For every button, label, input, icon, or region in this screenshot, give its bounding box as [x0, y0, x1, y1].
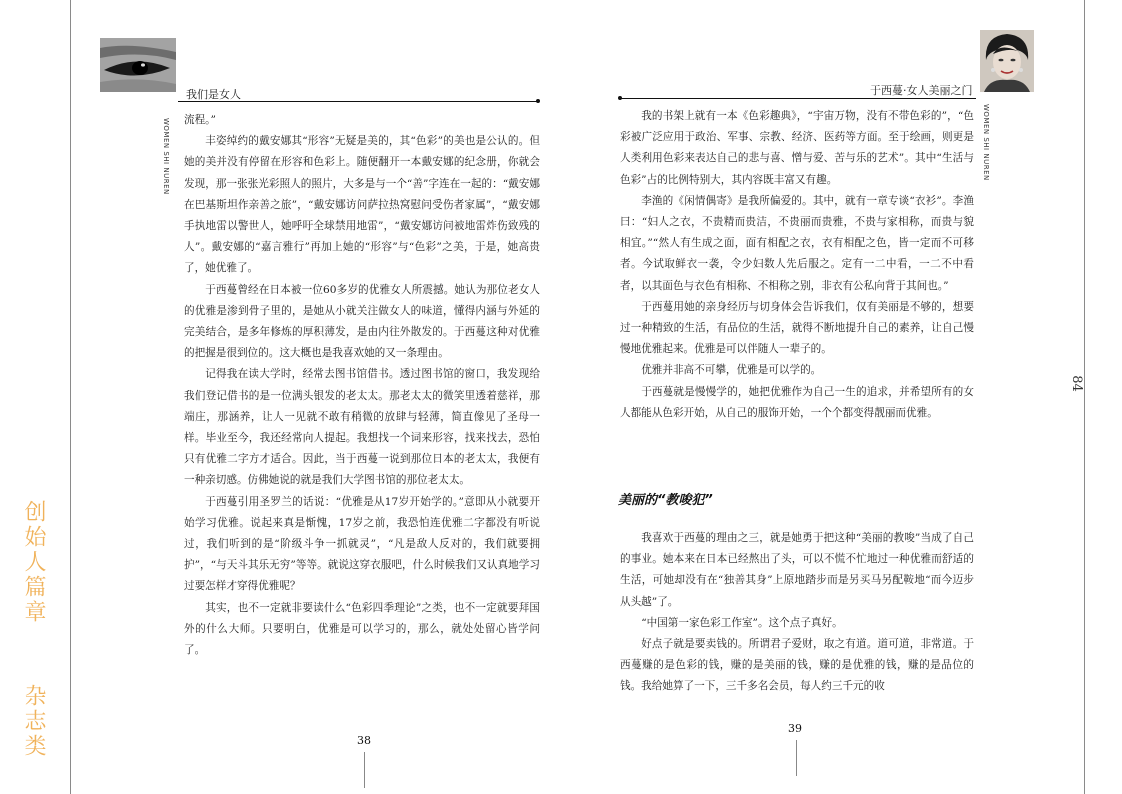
left-vertical-tag: WOMEN SHI NUREN	[162, 118, 170, 195]
left-page-number: 38	[357, 734, 371, 747]
paragraph: 其实，也不一定就非要读什么“色彩四季理论”之类，也不一定就要拜国外的什么大师。只要明白，优雅是可以学习的，那么，就处处留心皆学问了。	[184, 601, 540, 657]
side-label-bottom: 杂志类	[21, 684, 46, 759]
right-header-dot	[618, 96, 622, 100]
left-header-rule	[178, 101, 538, 102]
section-title: 美丽的“教唆犯”	[618, 493, 713, 508]
left-running-head: 我们是女人	[186, 88, 241, 101]
eye-photo	[100, 38, 176, 92]
right-page-number: 39	[788, 722, 802, 735]
paragraph: 于西蔓用她的亲身经历与切身体会告诉我们，仅有美丽是不够的，想要过一种精致的生活，有品位的生活，就得不断地提升自己的素养，让自己慢慢地优雅起来。优雅是可以伴随人一辈子的。	[620, 300, 974, 356]
right-body-text-bottom	[620, 528, 974, 698]
right-body-text-top	[620, 106, 974, 424]
paragraph: 优雅并非高不可攀，优雅是可以学的。	[641, 364, 822, 377]
eye-image	[100, 38, 176, 92]
woman-portrait-image	[980, 30, 1034, 92]
paragraph: 于西蔓就是慢慢学的，她把优雅作为自己一生的追求，并希望所有的女人都能从色彩开始，从自己的服饰开始，一个个都变得靓丽而优雅。	[620, 385, 974, 419]
paragraph: “中国第一家色彩工作室”。这个点子真好。	[641, 616, 843, 629]
left-page	[0, 0, 560, 794]
paragraph: 于西蔓曾经在日本被一位60多岁的优雅女人所震撼。她认为那位老女人的优雅是渗到骨子里的，是她从小就关注做女人的味道，懂得内涵与外延的完美结合，是多年修炼的厚积薄发，是由内往外散发的。于西蔓这种对优雅的把握是很到位的。这大概也是我喜欢她的又一条理由。	[184, 283, 540, 360]
side-label-top: 创始人篇章	[21, 500, 46, 625]
right-running-head: 于西蔓·女人美丽之门	[870, 84, 973, 97]
paragraph: 于西蔓引用圣罗兰的话说：“优雅是从17岁开始学的。”意即从小就要开始学习优雅。说起来真是惭愧，17岁之前，我恐怕连优雅二字都没有听说过，我们听到的是“阶级斗争一抓就灵”，“凡是敌人反对的，我们就要拥护”，“与天斗其乐无穷”等等。就说这穿衣服吧，什么时候我们又认真地学习过要怎样才穿得优雅呢？	[184, 495, 540, 593]
right-margin-rule	[1084, 0, 1085, 794]
paragraph: 记得我在读大学时，经常去图书馆借书。透过图书馆的窗口，我发现给我们登记借书的是一位满头银发的老太太。那老太太的微笑里透着慈祥，那端庄，那涵养，让人一见就不敢有稍微的放肆与轻薄，简直像见了圣母一样。毕业至今，我还经常向人提起。我想找一个词来形容，找来找去，恐怕只有优雅二字方才适合。因此，当于西蔓一说到那位日本的老太太，我便有一种亲切感。仿佛她说的就是我们大学图书馆的那位老太太。	[184, 368, 540, 487]
paragraph: 流程。”	[184, 114, 216, 126]
paragraph: 好点子就是要卖钱的。所谓君子爱财，取之有道。道可道，非常道。于西蔓赚的是色彩的钱，赚的是美丽的钱，赚的是优雅的钱，赚的是品位的钱。我给她算了一下，三千多名会员，每人约三千元的收	[620, 638, 974, 693]
paragraph: 丰姿绰约的戴安娜其“形容”无疑是美的，其“色彩”的美也是公认的。但她的美并没有停留在形容和色彩上。随便翻开一本戴安娜的纪念册，你就会发现，那一张张光彩照人的照片，大多是与一个“善”字连在一起的：“戴安娜在巴基斯坦作亲善之旅”，“戴安娜访问萨拉热窝慰问受伤者家属”，“戴安娜手执地雷以警世人，她呼吁全球禁用地雷”，“戴安娜访问被地雷炸伤致残的人”。戴安娜的“嘉言雅行”再加上她的“形容”与“色彩”之美，于是，她高贵了，她优雅了。	[184, 135, 540, 275]
right-header-rule	[620, 98, 976, 99]
right-side-number: 84	[1068, 375, 1084, 392]
paragraph: 我的书架上就有一本《色彩趣典》，“宇宙万物，没有不带色彩的”，“色彩被广泛应用于政治、军事、宗教、经济、医药等方面。至于绘画，则更是人类利用色彩来表达自己的悲与喜、憎与爱、苦与乐的艺术”。其中“生活与色彩”占的比例特别大，其内容既丰富又有趣。	[620, 110, 974, 186]
left-header-dot	[536, 99, 540, 103]
left-foot-line	[364, 752, 365, 788]
right-foot-line	[796, 740, 797, 776]
paragraph: 我喜欢于西蔓的理由之三，就是她勇于把这种“美丽的教唆”当成了自己的事业。她本来在日本已经熬出了头，可以不慌不忙地过一种优雅而舒适的生活，可她却没有在“独善其身”上原地踏步而是另买马另配鞍地“而今迈步从头越”了。	[620, 532, 974, 608]
portrait-photo	[980, 30, 1034, 92]
right-vertical-tag: WOMEN SHI NUREN	[982, 104, 990, 181]
left-margin-rule	[70, 0, 71, 794]
left-body-text	[184, 110, 540, 661]
paragraph: 李渔的《闲情偶寄》是我所偏爱的。其中，就有一章专谈“衣衫”。李渔曰：“妇人之衣，不贵精而贵洁，不贵丽而贵雅，不贵与家相称，而贵与貌相宜。”“然人有生成之面，面有相配之衣，衣有相配之色，皆一定而不可移者。今试取鲜衣一袭，令少妇数人先后服之。定有一二中看，一二不中看者，以其面色与衣色有相称、不相称之别，非衣有公私向背于其间也。”	[620, 194, 974, 292]
